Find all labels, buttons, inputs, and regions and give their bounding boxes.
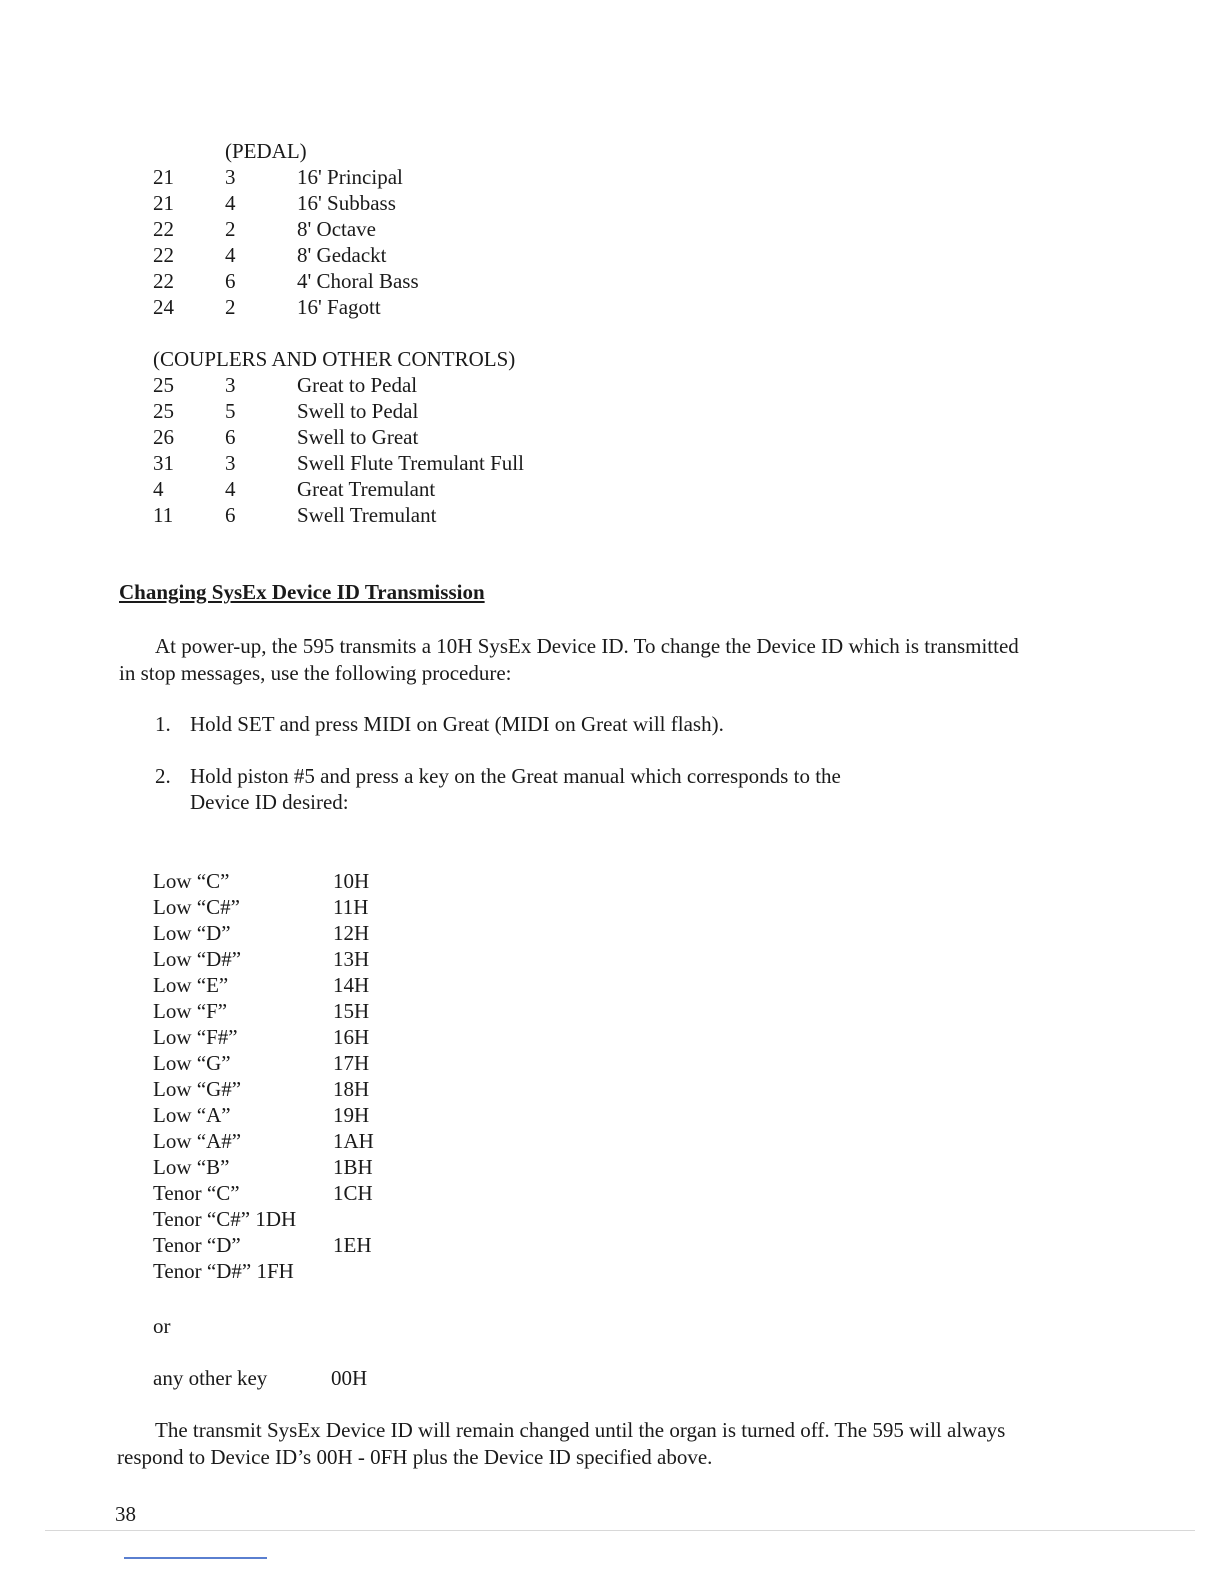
stop-name: 4' Choral Bass	[297, 269, 419, 293]
bit-number: 3	[225, 165, 236, 189]
key-name: Low “C”	[153, 869, 230, 893]
control-name: Swell Tremulant	[297, 503, 437, 527]
device-id: 15H	[333, 999, 370, 1023]
stop-name: 16' Fagott	[297, 295, 381, 319]
bit-number: 4	[225, 191, 236, 215]
group-number: 4	[153, 477, 164, 501]
key-name: Low “D#”	[153, 947, 242, 971]
group-number: 22	[153, 217, 174, 241]
key-name: Low “G”	[153, 1051, 231, 1075]
section-title: Changing SysEx Device ID Transmission	[119, 580, 485, 604]
key-name: Low “F#”	[153, 1025, 238, 1049]
device-id: 1BH	[333, 1155, 373, 1179]
page-number: 38	[115, 1502, 136, 1526]
key-name: Low “G#”	[153, 1077, 242, 1101]
key-name: Low “F”	[153, 999, 228, 1023]
control-name: Swell to Great	[297, 425, 419, 449]
group-number: 22	[153, 243, 174, 267]
key-name: Low “C#”	[153, 895, 240, 919]
or-text: or	[153, 1314, 171, 1338]
bit-number: 2	[225, 217, 236, 241]
step-text: Hold SET and press MIDI on Great (MIDI on Great will flash).	[190, 712, 724, 736]
device-id: 10H	[333, 869, 370, 893]
pedal-heading: (PEDAL)	[225, 139, 307, 163]
device-id: 13H	[333, 947, 370, 971]
device-id: 12H	[333, 921, 370, 945]
group-number: 26	[153, 425, 174, 449]
bit-number: 5	[225, 399, 236, 423]
bit-number: 4	[225, 243, 236, 267]
scan-artifact-line	[124, 1557, 267, 1559]
outro-line-1: The transmit SysEx Device ID will remain changed until the organ is turned off. The 595 will always	[155, 1418, 1006, 1442]
bit-number: 6	[225, 503, 236, 527]
group-number: 21	[153, 165, 174, 189]
stop-name: 16' Subbass	[297, 191, 396, 215]
step-text: Hold piston #5 and press a key on the Great manual which corresponds to the	[190, 764, 841, 788]
group-number: 31	[153, 451, 174, 475]
bit-number: 3	[225, 373, 236, 397]
device-id: 11H	[333, 895, 369, 919]
key-name: Tenor “C”	[153, 1181, 240, 1205]
page-divider	[45, 1530, 1195, 1531]
device-id: 17H	[333, 1051, 370, 1075]
device-id: 14H	[333, 973, 370, 997]
bit-number: 6	[225, 425, 236, 449]
stop-name: 8' Gedackt	[297, 243, 387, 267]
key-name: Low “B”	[153, 1155, 230, 1179]
intro-line-2: in stop messages, use the following procedure:	[119, 661, 512, 685]
key-name: any other key	[153, 1366, 268, 1390]
control-name: Great to Pedal	[297, 373, 418, 397]
couplers-heading: (COUPLERS AND OTHER CONTROLS)	[153, 347, 516, 371]
group-number: 22	[153, 269, 174, 293]
key-name: Tenor “C#” 1DH	[153, 1207, 297, 1231]
key-name: Low “A”	[153, 1103, 231, 1127]
device-id: 1EH	[333, 1233, 372, 1257]
group-number: 25	[153, 399, 174, 423]
device-id: 16H	[333, 1025, 370, 1049]
key-name: Low “E”	[153, 973, 229, 997]
key-name: Low “A#”	[153, 1129, 242, 1153]
control-name: Swell to Pedal	[297, 399, 419, 423]
group-number: 21	[153, 191, 174, 215]
device-id: 1CH	[333, 1181, 373, 1205]
outro-line-2: respond to Device ID’s 00H - 0FH plus the Device ID specified above.	[117, 1445, 713, 1469]
device-id: 18H	[333, 1077, 370, 1101]
group-number: 11	[153, 503, 174, 527]
group-number: 24	[153, 295, 174, 319]
key-name: Tenor “D”	[153, 1233, 241, 1257]
bit-number: 3	[225, 451, 236, 475]
bit-number: 2	[225, 295, 236, 319]
step-number: 2.	[155, 764, 171, 788]
device-id: 19H	[333, 1103, 370, 1127]
device-id: 00H	[331, 1366, 368, 1390]
group-number: 25	[153, 373, 174, 397]
intro-line-1: At power-up, the 595 transmits a 10H SysEx Device ID. To change the Device ID which is transmitted	[155, 634, 1019, 658]
control-name: Great Tremulant	[297, 477, 436, 501]
step-number: 1.	[155, 712, 171, 736]
stop-name: 8' Octave	[297, 217, 376, 241]
device-id: 1AH	[333, 1129, 374, 1153]
key-name: Low “D”	[153, 921, 231, 945]
bit-number: 4	[225, 477, 236, 501]
bit-number: 6	[225, 269, 236, 293]
step-text: Device ID desired:	[190, 790, 349, 814]
key-name: Tenor “D#” 1FH	[153, 1259, 294, 1283]
stop-name: 16' Principal	[297, 165, 403, 189]
control-name: Swell Flute Tremulant Full	[297, 451, 524, 475]
